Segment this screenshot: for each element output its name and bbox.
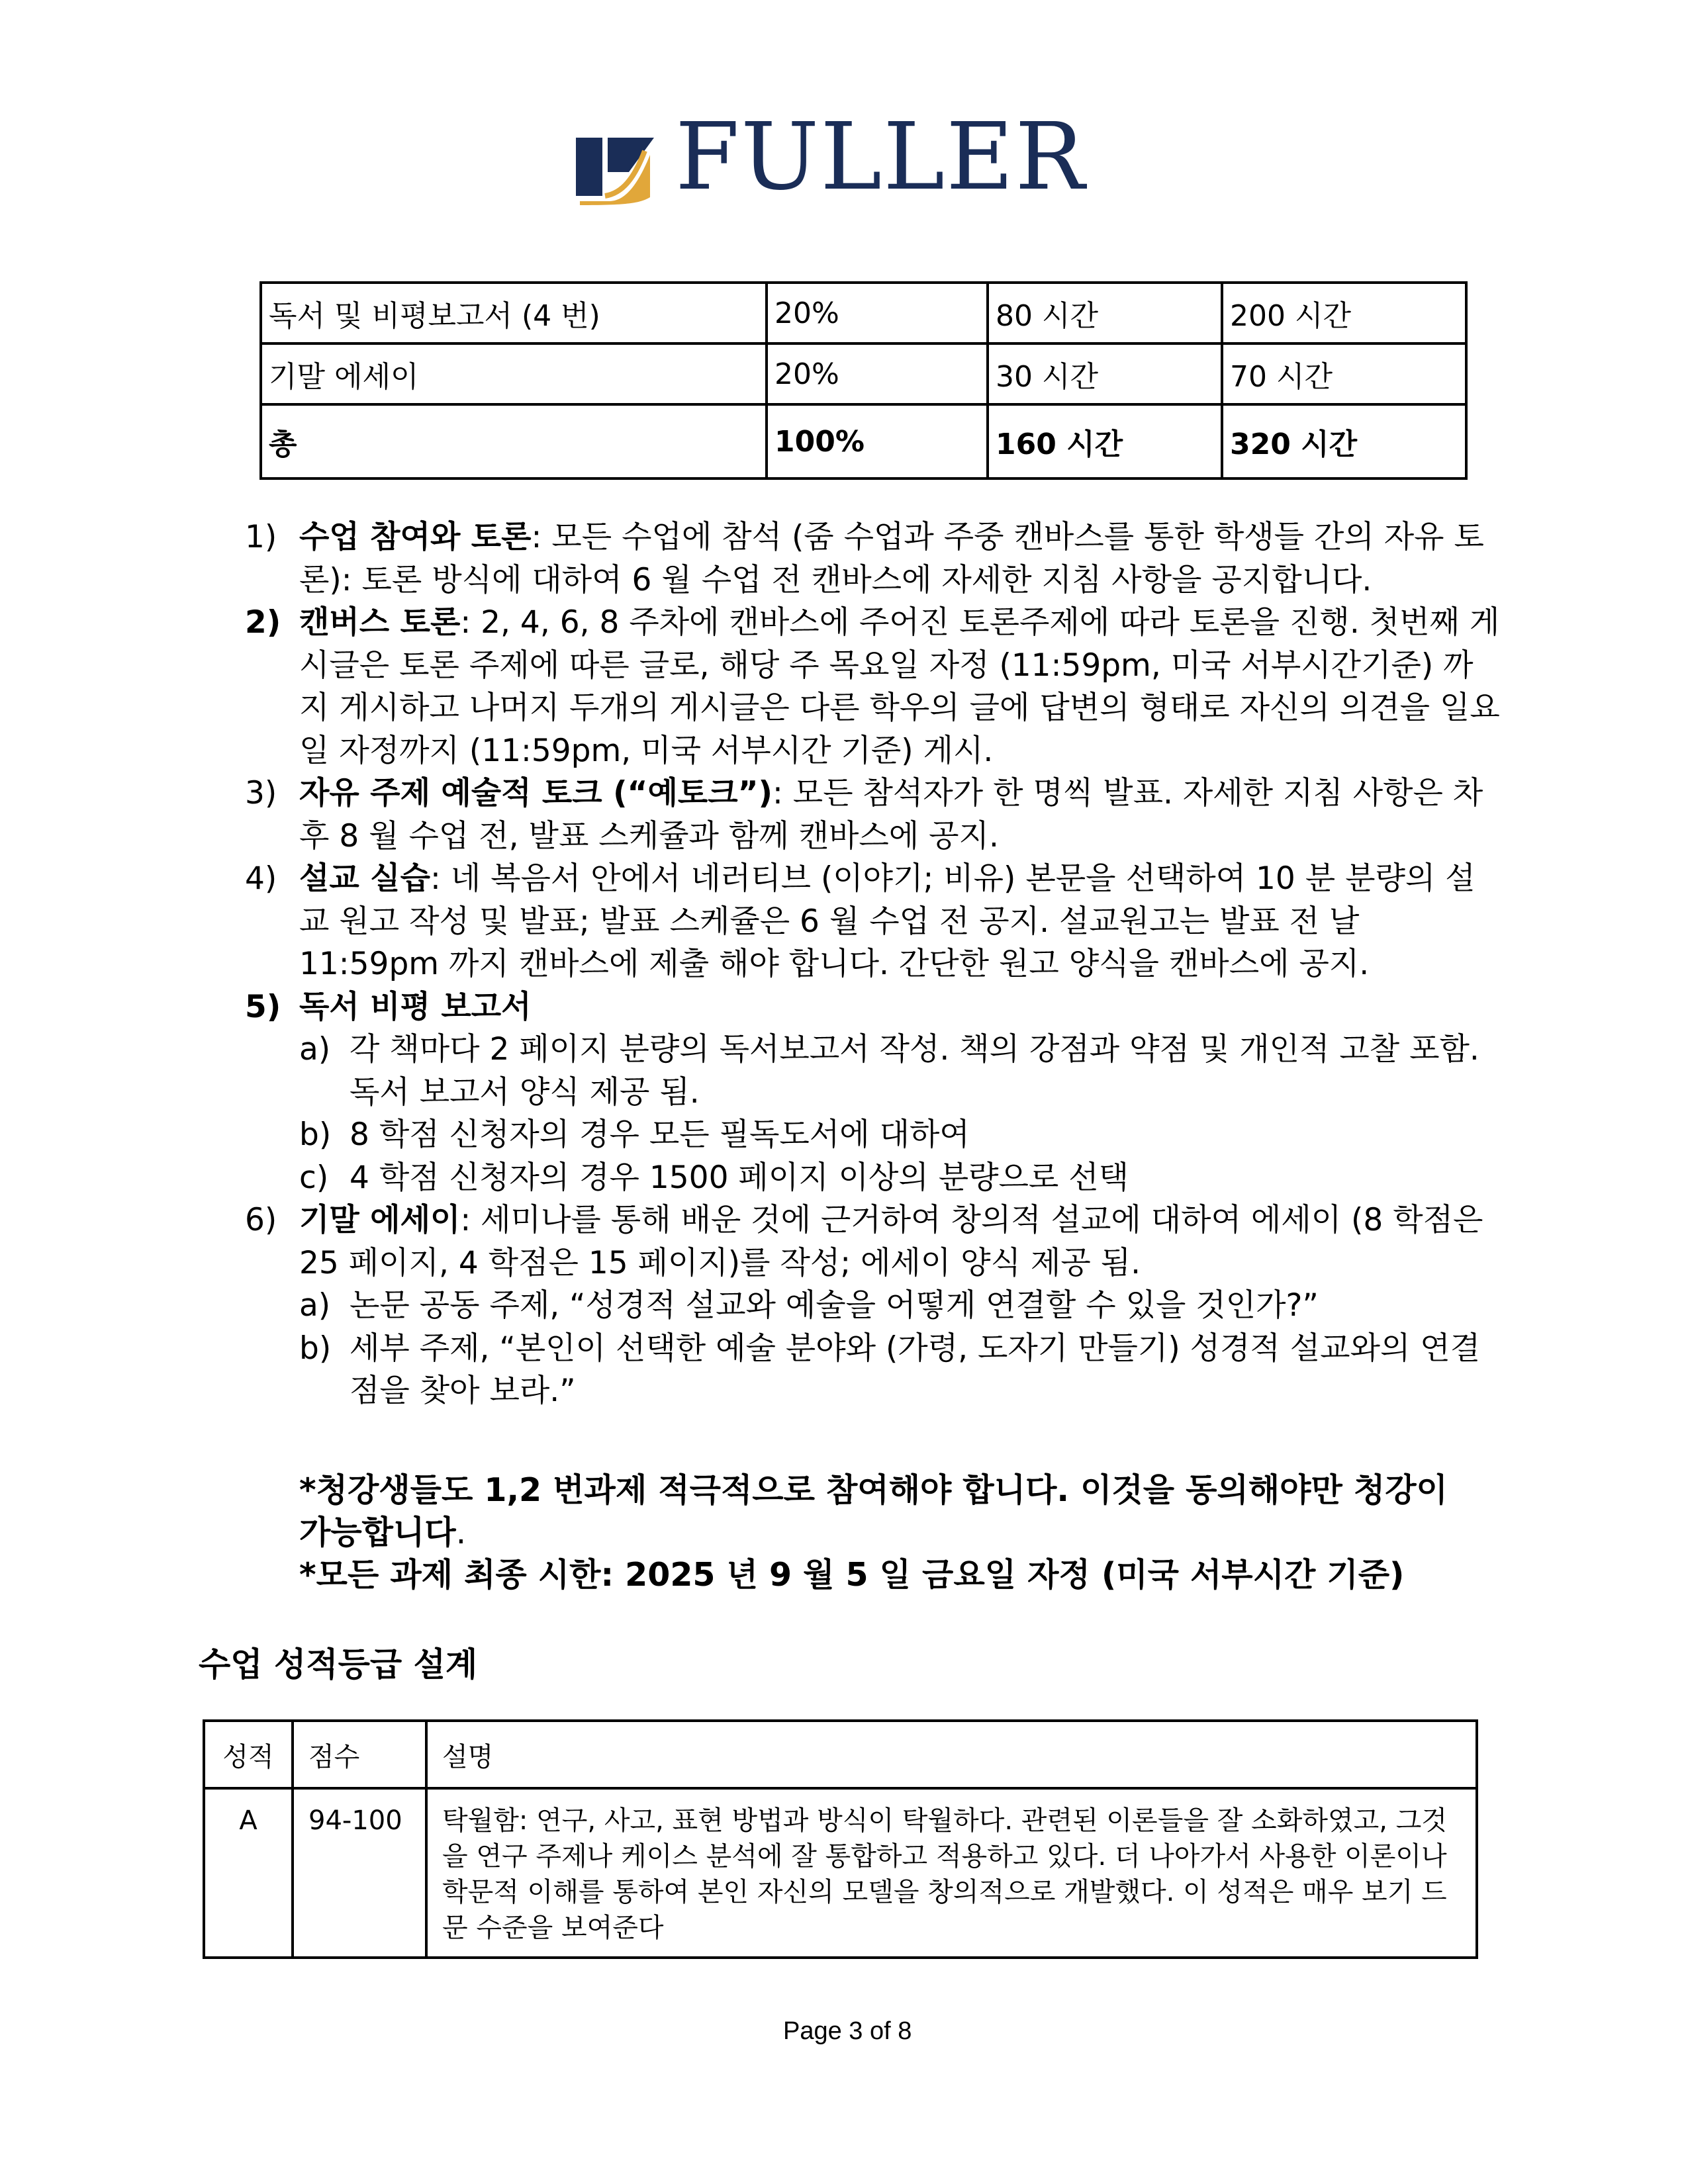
list-item-title: 캔버스 토론 (299, 604, 461, 641)
hours-table (259, 281, 1468, 480)
sub-list-text: 논문 공동 주제, “성경적 설교와 예술을 어떻게 연결할 수 있을 것인가?” (350, 1287, 1319, 1324)
hours-b-cell: 70 시간 (1222, 343, 1466, 404)
list-item-title: 수업 참여와 토론 (299, 519, 532, 555)
deadline-note: *모든 과제 최종 시한: 2025 년 9 월 5 일 금요일 자정 (미국 서부시간 기준) (299, 1556, 1405, 1594)
table-row (204, 1788, 1477, 1958)
page-number: Page 3 of 8 (783, 2017, 912, 2045)
header-score: 점수 (293, 1721, 426, 1788)
list-item (245, 986, 1503, 1029)
list-number: 3) (245, 775, 277, 811)
grading-section-title: 수업 성적등급 설계 (199, 1645, 478, 1684)
sub-list-label: c) (299, 1159, 329, 1196)
list-item (245, 858, 1503, 986)
sub-list-text: 세부 주제, “본인이 선택한 예술 분야와 (가령, 도자기 만들기) 성경적 설교와의 연결점을 찾아 보라.” (350, 1330, 1481, 1409)
hours-percent-cell: 20% (767, 283, 988, 343)
sub-list-item (245, 1328, 1503, 1413)
list-item (245, 772, 1503, 858)
hours-b-cell: 320 시간 (1222, 404, 1466, 478)
sub-list-item (245, 1157, 1503, 1200)
score-cell: 94-100 (293, 1788, 426, 1958)
fuller-logo-text: FULLER (675, 103, 1086, 211)
list-item-title: 기말 에세이 (299, 1202, 461, 1238)
list-item-title: 자유 주제 예술적 토크 (“예토크”) (299, 775, 773, 811)
sub-list-label: b) (299, 1330, 332, 1367)
list-item (245, 1199, 1503, 1285)
audit-note-period: . (455, 1514, 467, 1551)
sub-list-label: a) (299, 1287, 331, 1324)
grading-table (203, 1719, 1478, 1959)
list-item (245, 602, 1503, 772)
list-number: 6) (245, 1202, 277, 1238)
list-item-text: : 세미나를 통해 배운 것에 근거하여 창의적 설교에 대하여 에세이 (8 학점은 25 페이지, 4 학점은 15 페이지)를 작성; 에세이 양식 제공 됨. (299, 1202, 1483, 1281)
hours-percent-cell: 100% (767, 404, 988, 478)
audit-note-text: *청강생들도 1,2 번과제 적극적으로 참여해야 합니다. 이것을 동의해야만 청강이 가능합니다 (299, 1471, 1448, 1551)
list-number: 1) (245, 519, 277, 555)
list-item-text: : 모든 수업에 참석 (줌 수업과 주중 캔바스를 통한 학생들 간의 자유 토론): 토론 방식에 대하여 6 월 수업 전 캔바스에 자세한 지침 사항을 공지합니다. (299, 519, 1484, 598)
list-item-title: 독서 비평 보고서 (299, 988, 532, 1025)
sub-list-item (245, 1285, 1503, 1328)
table-total-row (261, 404, 1466, 478)
sub-list-label: a) (299, 1031, 331, 1068)
list-number: 5) (245, 988, 281, 1025)
sub-list-item (245, 1114, 1503, 1157)
list-item-text: : 2, 4, 6, 8 주차에 캔바스에 주어진 토론주제에 따라 토론을 진행. 첫번째 게시글은 토론 주제에 따른 글로, 해당 주 목요일 자정 (11:59pm, 미국 서부시간기준) 까지 게시하고 나머지 두개의 게시글은 다른 학우의 글에 답변의 형태로 자신의 의견을 일요일 자정까지 (11:59pm, 미국 서부시간 기준) 게시. (299, 604, 1500, 769)
hours-b-cell: 200 시간 (1222, 283, 1466, 343)
hours-a-cell: 160 시간 (988, 404, 1222, 478)
hours-item-cell: 기말 에세이 (261, 343, 767, 404)
sub-list-item (245, 1028, 1503, 1114)
header-description: 설명 (426, 1721, 1477, 1788)
table-row (261, 283, 1466, 343)
list-number: 2) (245, 604, 281, 641)
hours-item-cell: 독서 및 비평보고서 (4 번) (261, 283, 767, 343)
list-item-text: : 네 복음서 안에서 네러티브 (이야기; 비유) 본문을 선택하여 10 분 분량의 설교 원고 작성 및 발표; 발표 스케쥴은 6 월 수업 전 공지. 설교원고는 발표 전 날 11:59pm 까지 캔바스에 제출 해야 합니다. 간단한 원고 양식을 캔바스에 공지. (299, 860, 1476, 982)
list-item-text: : 모든 참석자가 한 명씩 발표. 자세한 지침 사항은 차후 8 월 수업 전, 발표 스케쥴과 함께 캔바스에 공지. (299, 775, 1483, 854)
hours-a-cell: 80 시간 (988, 283, 1222, 343)
assignment-list (245, 516, 1503, 1413)
fuller-logo-icon (576, 132, 655, 206)
hours-percent-cell: 20% (767, 343, 988, 404)
list-number: 4) (245, 860, 277, 897)
sub-list-text: 8 학점 신청자의 경우 모든 필독도서에 대하여 (350, 1116, 970, 1153)
hours-item-cell: 총 (261, 404, 767, 478)
table-row (261, 343, 1466, 404)
audit-note (299, 1469, 1477, 1554)
grade-cell: A (204, 1788, 293, 1958)
sub-list-text: 각 책마다 2 페이지 분량의 독서보고서 작성. 책의 강점과 약점 및 개인적 고찰 포함. 독서 보고서 양식 제공 됨. (350, 1031, 1479, 1111)
sub-list-label: b) (299, 1116, 332, 1153)
notes-block (299, 1469, 1477, 1596)
sub-list-text: 4 학점 신청자의 경우 1500 페이지 이상의 분량으로 선택 (350, 1159, 1129, 1196)
description-cell: 탁월함: 연구, 사고, 표현 방법과 방식이 탁월하다. 관련된 이론들을 잘 소화하였고, 그것을 연구 주제나 케이스 분석에 잘 통합하고 적용하고 있다. 더 나아가서 사용한 이론이나 학문적 이해를 통하여 본인 자신의 모델을 창의적으로 개발했다. 이 성적은 매우 보기 드문 수준을 보여준다 (426, 1788, 1477, 1958)
hours-a-cell: 30 시간 (988, 343, 1222, 404)
list-item-title: 설교 실습 (299, 860, 430, 897)
header-grade: 성적 (204, 1721, 293, 1788)
table-header-row (204, 1721, 1477, 1788)
list-item (245, 516, 1503, 602)
